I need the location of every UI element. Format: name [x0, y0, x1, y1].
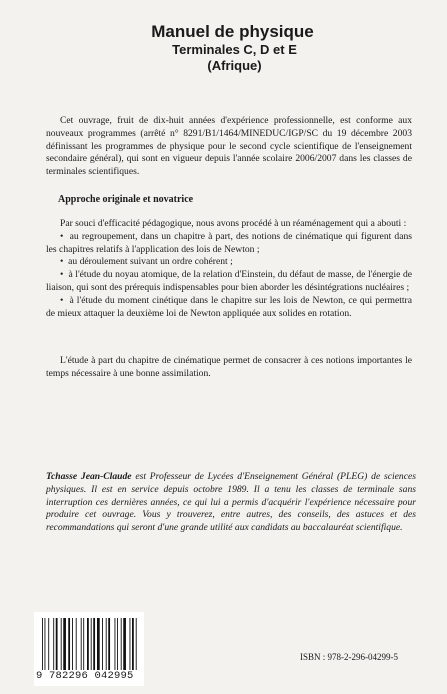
book-region: (Afrique): [207, 58, 262, 73]
barcode-bar: [72, 618, 73, 670]
bullet-item: • au déroulement suivant un ordre cohérent ;: [60, 256, 233, 268]
barcode-bar: [76, 618, 77, 670]
barcode-bar: [93, 618, 95, 670]
isbn-label: ISBN : 978-2-296-04299-5: [300, 652, 398, 662]
barcode-digits: 9 782296 042995: [36, 670, 134, 682]
barcode-bar: [102, 618, 103, 670]
barcode-bar: [53, 618, 54, 670]
section-lead: Par souci d'efficacité pédagogique, nous avons procédé à un réaménagement qui a abouti :: [60, 218, 407, 229]
barcode-bar: [42, 618, 43, 670]
barcode-bar: [45, 618, 46, 670]
book-title: Manuel de physique: [151, 22, 314, 41]
bullet-text: à l'étude du noyau atomique, de la relation d'Einstein, du défaut de masse, de l'énergie de liaison, qui sont des prérequis indispensables pour bien aborder les désintégrations nucléaires ;: [46, 269, 412, 293]
barcode-bar: [48, 618, 49, 670]
barcode-bar: [115, 618, 116, 670]
barcode-bar: [108, 618, 110, 670]
intro-paragraph: Cet ouvrage, fruit de dix-huit années d'expérience professionnelle, est conforme aux nouveaux programmes (arrêté n° 8291/B1/1464/MINEDUC/IGP/SC du 19 décembre 2003 définissant les programmes de physique pour le second cycle scientifique de l'enseignement secondaire général), qui sont en vigueur depuis l'année scolaire 2006/2007 dans les classes de terminales scientifiques.: [46, 115, 412, 178]
barcode-bar: [87, 618, 89, 670]
closing-paragraph: L'étude à part du chapitre de cinématique permet de consacrer à ces notions importantes le temps nécessaire à une bonne assimilation.: [46, 355, 412, 379]
barcode-bar: [130, 618, 131, 670]
barcode: [34, 612, 144, 686]
barcode-bar: [81, 618, 82, 670]
bullet-item: • à l'étude du noyau atomique, de la relation d'Einstein, du défaut de masse, de l'énergie de liaison, qui sont des prérequis indispensables pour bien aborder les désintégrations nucléaires ;: [46, 269, 412, 293]
barcode-bar: [97, 618, 100, 670]
bullet-item: • au regroupement, dans un chapitre à part, des notions de cinématique qui figurent dans les chapitres relatifs à l'application des lois de Newton ;: [46, 230, 413, 255]
section-body: [46, 218, 412, 320]
bullet-text: à l'étude du moment cinétique dans le chapitre sur les lois de Newton, ce qui permettra de mieux attaquer la deuxième loi de Newton appliquée aux solides en rotation.: [46, 294, 413, 319]
bullet-text: au déroulement suivant un ordre cohérent ;: [68, 256, 233, 268]
barcode-bar: [136, 618, 137, 670]
author-bio: [46, 471, 416, 535]
barcode-bar: [61, 618, 62, 670]
bullet-text: au regroupement, dans un chapitre à part, des notions de cinématique qui figurent dans les chapitres relatifs à l'application des lois de Newton ;: [46, 230, 413, 255]
barcode-bar: [121, 618, 122, 670]
bullet-item: • à l'étude du moment cinétique dans le chapitre sur les lois de Newton, ce qui permettra de mieux attaquer la deuxième loi de Newton appliquée aux solides en rotation.: [46, 294, 413, 319]
barcode-bar: [83, 618, 84, 670]
author-bio-text: est Professeur de Lycées d'Enseignement Général (PLEG) de sciences physiques. Il est en service depuis octobre 1989. Il a tenu les classes de terminale sans interruption ces dernières années, ce qui lui a permis d'acquérir l'expérience nécessaire pour produire cet ouvrage. Vous y trouverez, entre autres, des conseils, des astuces et des recommandations qui seront d'une grande utilité aux candidats au baccalauréat scientifique.: [46, 471, 416, 534]
barcode-bar: [117, 618, 118, 670]
section-heading: Approche originale et novatrice: [58, 194, 194, 205]
barcode-bar: [63, 618, 66, 670]
barcode-bars: [40, 618, 140, 670]
title-block: [0, 22, 447, 74]
book-subtitle: Terminales C, D et E: [172, 42, 297, 57]
barcode-bar: [132, 618, 134, 670]
barcode-bar: [56, 618, 58, 670]
barcode-bar: [123, 618, 126, 670]
barcode-bar: [91, 618, 92, 670]
barcode-bar: [68, 618, 70, 670]
author-name: Tchasse Jean-Claude: [46, 471, 132, 482]
barcode-bar: [106, 618, 107, 670]
